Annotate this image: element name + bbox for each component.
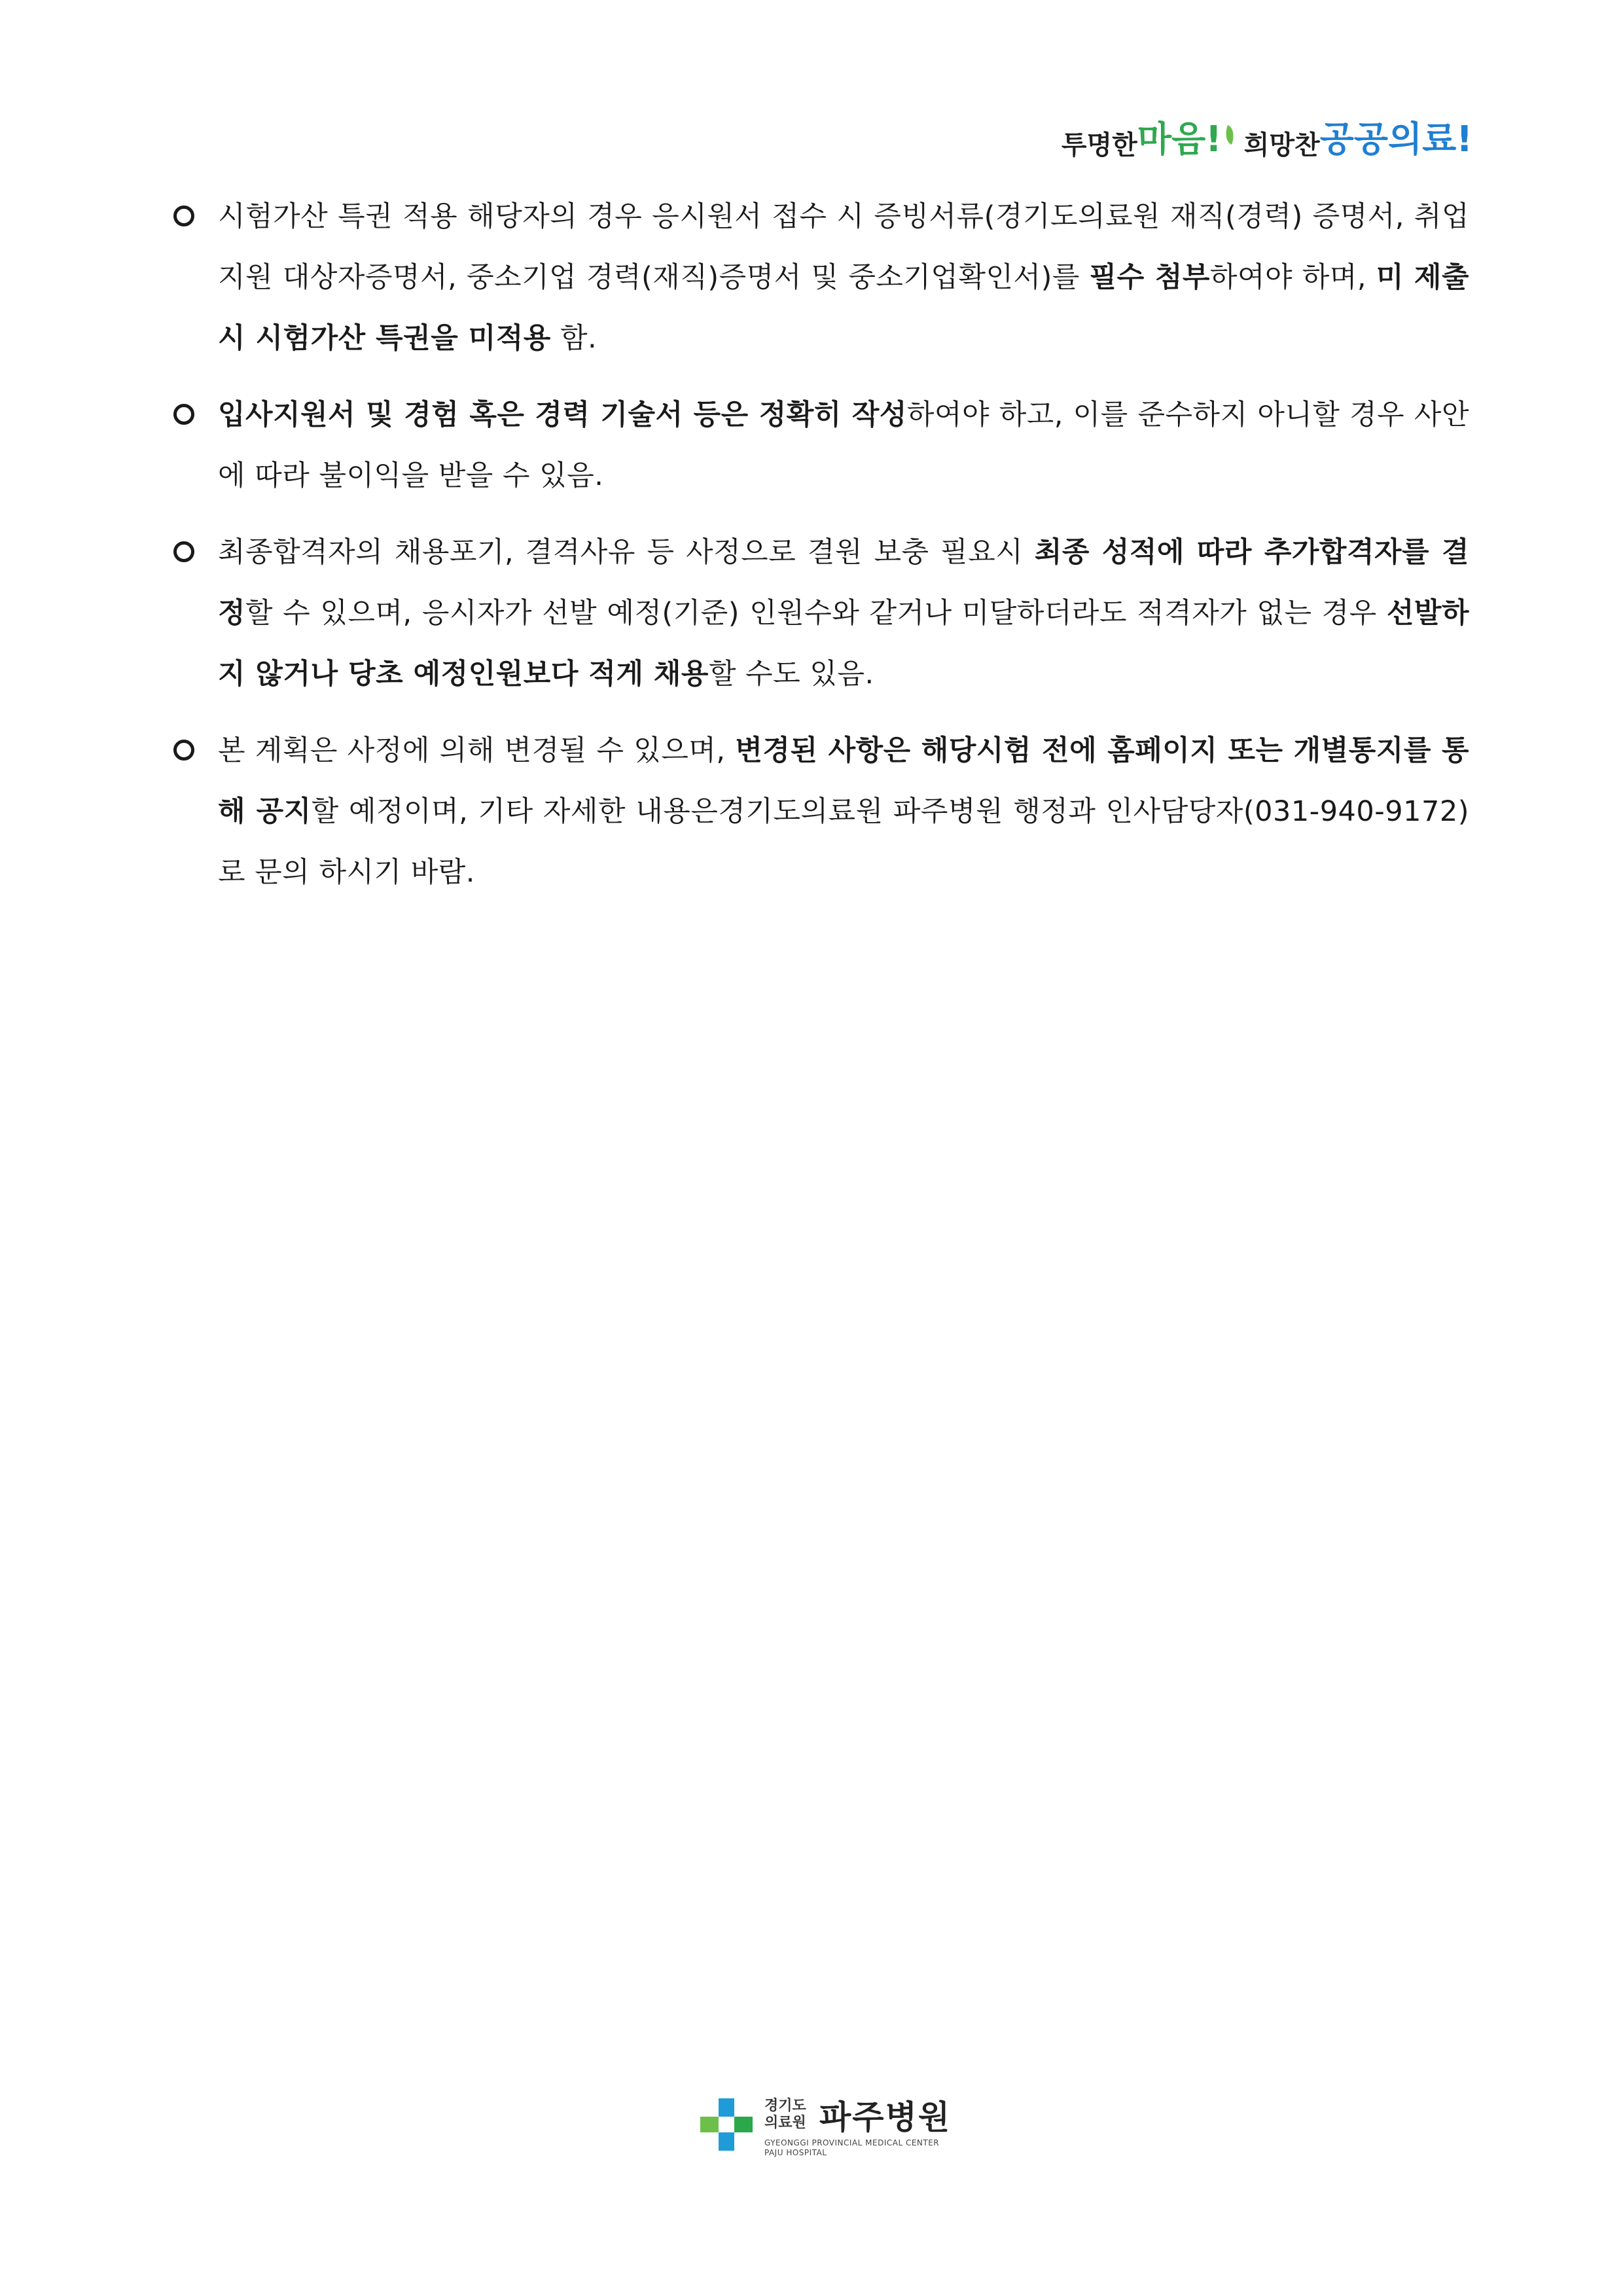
circle-bullet-icon [173, 404, 194, 425]
notice-segment: 최종 성적에 따라 추가합격자를 결정 [218, 536, 1469, 630]
notice-text [218, 399, 1469, 492]
notice-item [173, 522, 1469, 705]
notice-segment: 본 계획은 사정에 의해 변경될 수 있으며, [218, 734, 736, 767]
logo-text [764, 2091, 961, 2158]
slogan-part2: 마음! [1137, 118, 1222, 160]
notice-segment: 필수 첨부 [1089, 261, 1210, 294]
hospital-logo [700, 2091, 961, 2158]
header-slogan [1061, 111, 1472, 162]
notice-segment: 함. [550, 322, 597, 355]
notice-segment: 하여야 하고, 이를 준수하지 아니할 경우 사안에 따라 불이익을 받을 수 있음. [218, 399, 1469, 492]
notice-segment: 하여야 하며, [1209, 261, 1376, 294]
notice-text [218, 734, 1469, 889]
notice-item [173, 721, 1469, 903]
notice-segment: 할 예정이며, 기타 자세한 내용은경기도의료원 파주병원 행정과 인사담당자(031-940-9172)로 문의 하시기 바람. [218, 795, 1469, 889]
notice-segment: 시험가산 특권 적용 해당자의 경우 응시원서 접수 시 증빙서류 [218, 200, 984, 233]
notice-segment: 입사지원서 및 경험 혹은 경력 기술서 등은 정확히 작성 [218, 399, 907, 431]
notice-text [218, 200, 1469, 355]
notice-segment: 선발하지 않거나 당초 예정인원보다 적게 채용 [218, 597, 1469, 691]
notice-text [218, 536, 1469, 691]
notice-segment: 최종합격자의 채용포기, 결격사유 등 사정으로 결원 보충 필요시 [218, 536, 1035, 569]
logo-hospital-name: 파주병원 [819, 2098, 952, 2136]
circle-bullet-icon [173, 541, 194, 562]
circle-bullet-icon [173, 206, 194, 226]
notice-item [173, 187, 1469, 369]
notice-segment: (경기도의료원 재직(경력) 증명서, 취업지원 대상자증명서, 중소기업 경력(재직)증명서 및 중소기업확인서)를 [218, 200, 1469, 294]
notice-segment: 할 수도 있음. [708, 658, 874, 691]
notice-segment: 미 제출 시 시험가산 특권을 미적용 [218, 261, 1469, 355]
slogan-part3: 희망찬 [1243, 130, 1320, 160]
logo-org-name: 경기도 의료원 [764, 2098, 806, 2131]
circle-bullet-icon [173, 740, 194, 761]
notice-segment: 변경된 사항은 해당시험 전에 홈페이지 또는 개별통지를 통해 공지 [218, 734, 1469, 828]
notice-segment: 할 수 있으며, 응시자가 선발 예정(기준) 인원수와 같거나 미달하더라도 적격자가 없는 경우 [245, 597, 1387, 630]
notice-item [173, 385, 1469, 507]
logo-english-name: GYEONGGI PROVINCIAL MEDICAL CENTER PAJU HOSPITAL [764, 2138, 940, 2157]
slogan-part1: 투명한 [1061, 130, 1137, 160]
slogan-part4: 공공의료! [1319, 118, 1472, 160]
medical-cross-icon [700, 2098, 753, 2151]
leaf-icon [1222, 125, 1238, 145]
notice-list [173, 187, 1469, 919]
